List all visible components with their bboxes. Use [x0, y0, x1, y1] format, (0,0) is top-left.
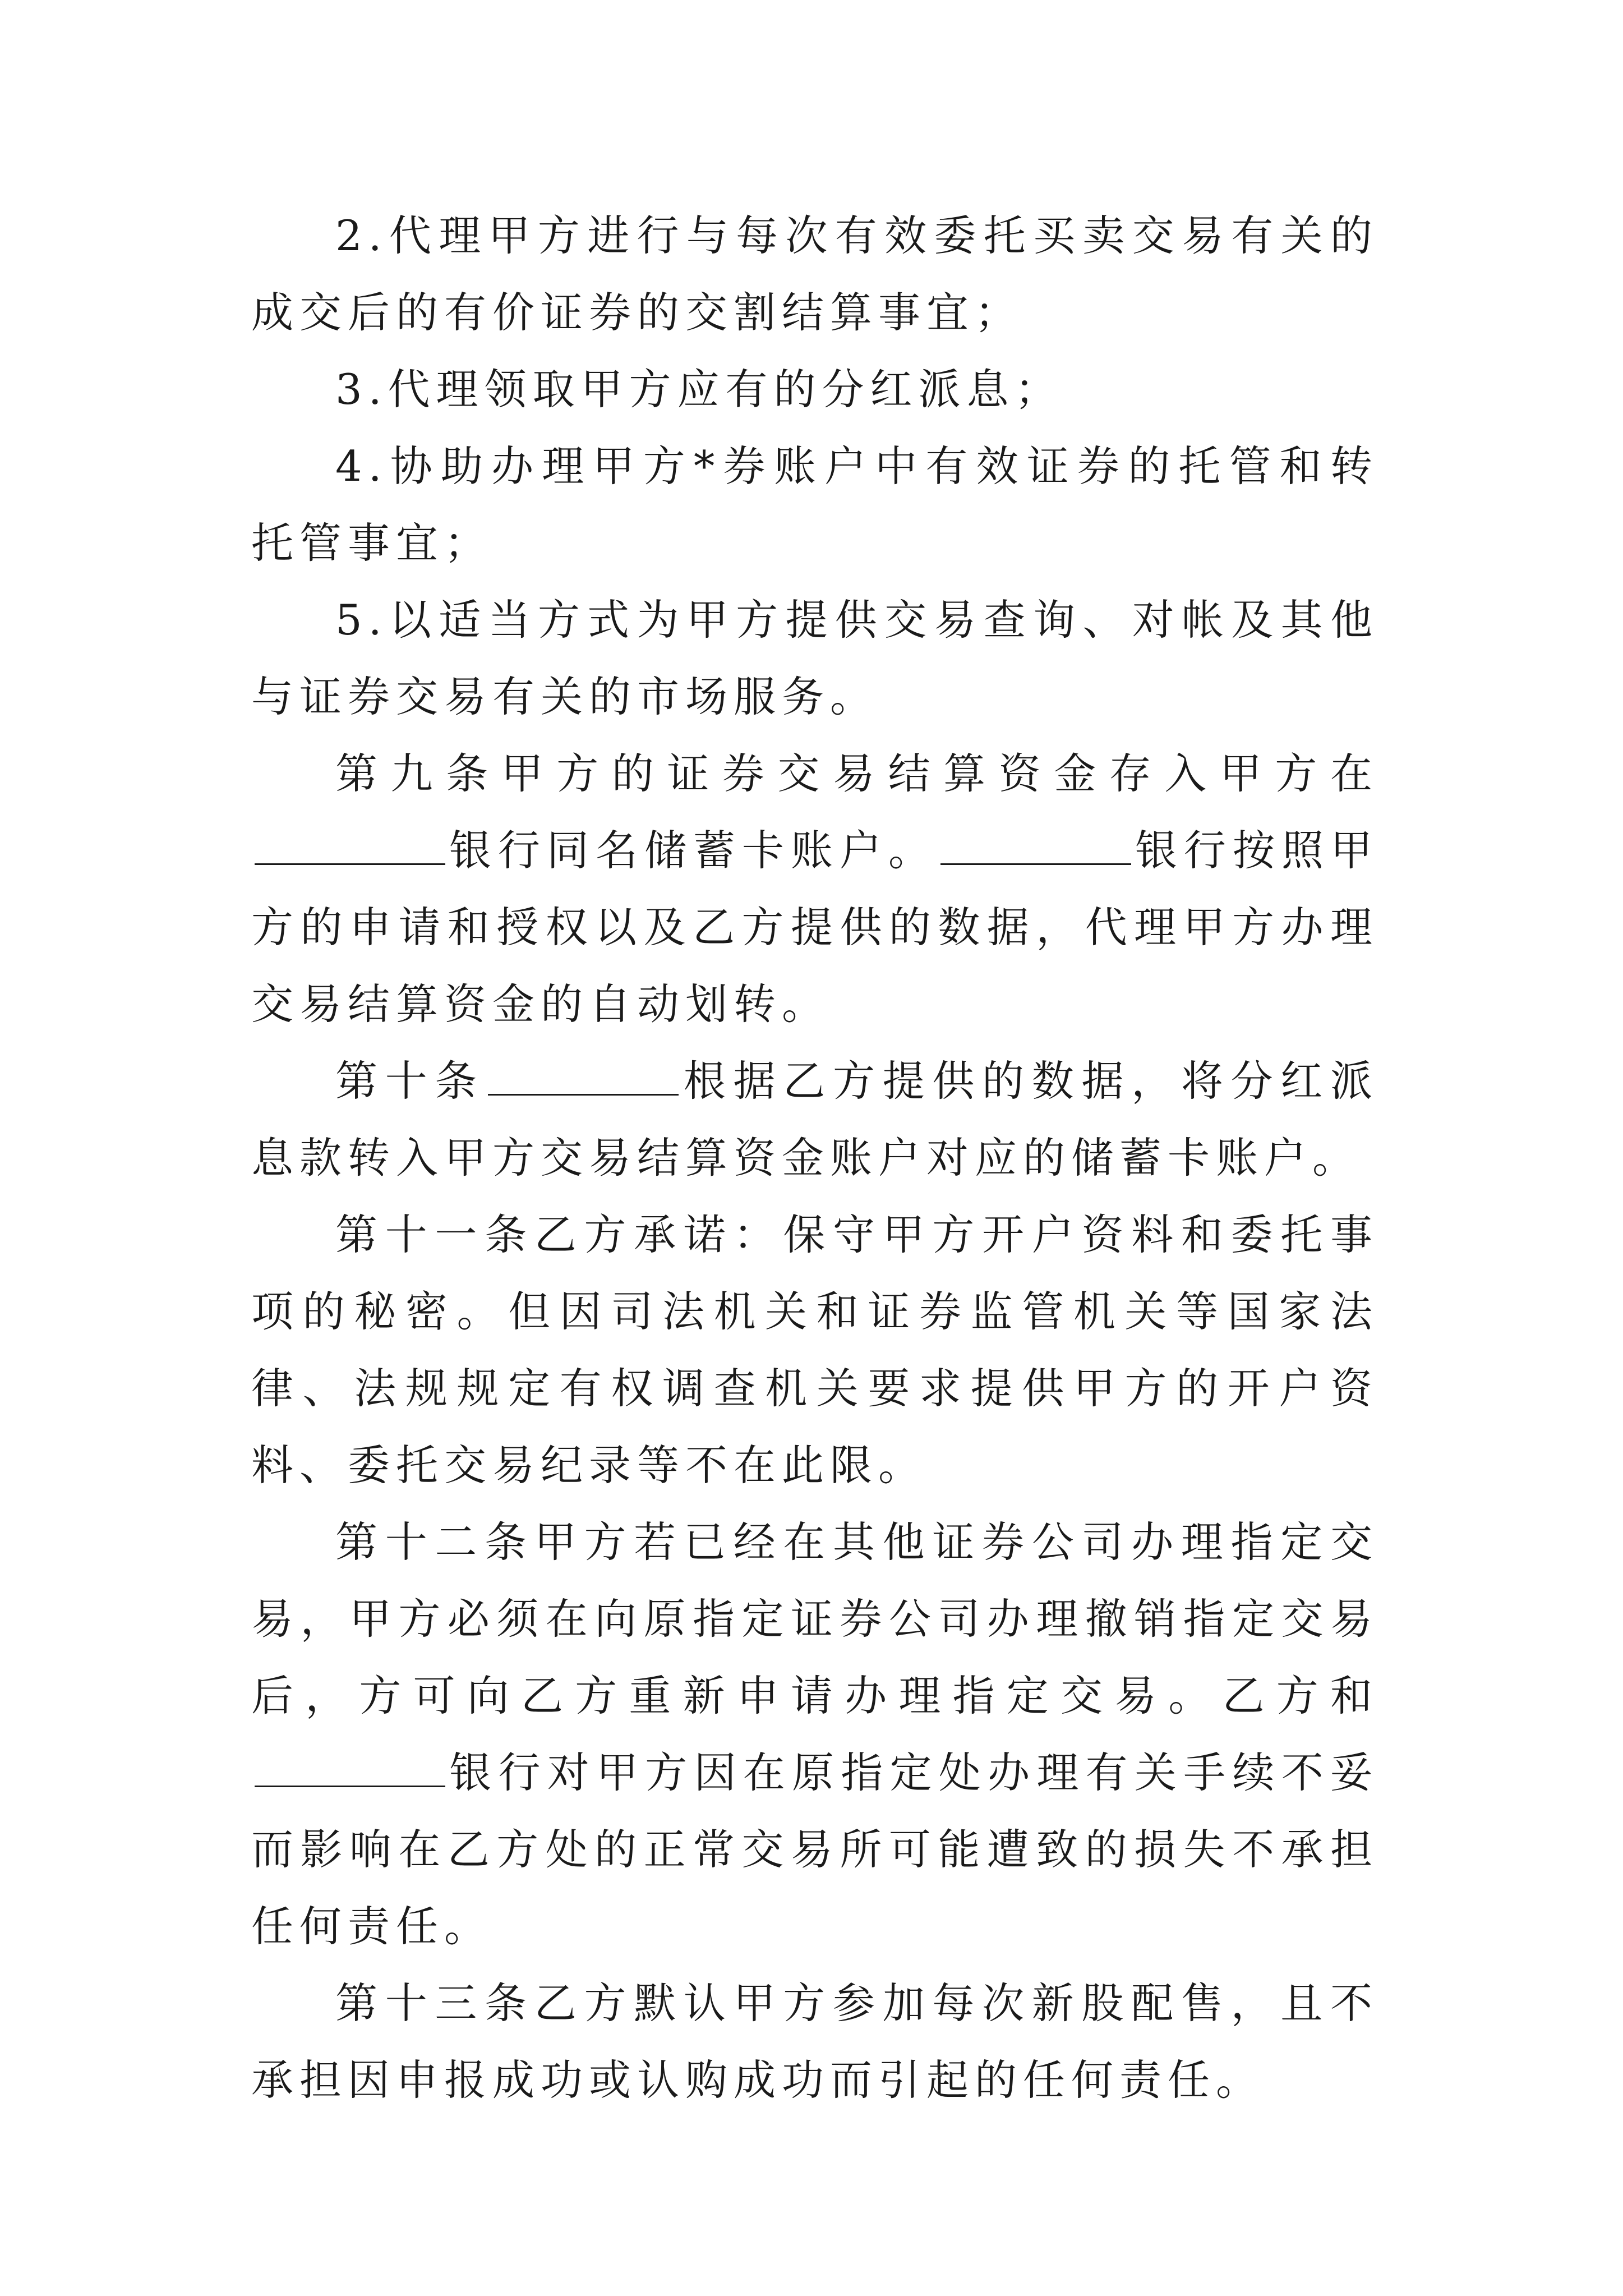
article-13: 第十三条乙方默认甲方参加每次新股配售，且不承担因申报成功或认购成功而引起的任何责任。 — [251, 1978, 1378, 2105]
fill-blank-bank-1 — [255, 829, 445, 865]
article-9-text-1: 第九条甲方的证券交易结算资金存入甲方在 — [335, 749, 1378, 798]
article-10-text-1: 第十条 — [335, 1056, 485, 1106]
list-item-3: 3.代理领取甲方应有的分红派息； — [335, 365, 1063, 414]
fill-blank-bank-3 — [488, 1059, 679, 1096]
article-9 — [251, 735, 1378, 1043]
list-item-2: 2.代理甲方进行与每次有效委托买卖交易有关的成交后的有价证券的交割结算事宜； — [251, 211, 1378, 337]
article-11: 第十一条乙方承诺：保守甲方开户资料和委托事项的秘密。但因司法机关和证券监管机关等国家法律、法规规定有权调查机关要求提供甲方的开户资料、委托交易纪录等不在此限。 — [251, 1210, 1378, 1490]
article-12 — [251, 1504, 1378, 1965]
article-10 — [251, 1043, 1378, 1197]
article-12-text-2: 银行对甲方因在原指定处办理有关手续不妥而影响在乙方处的正常交易所可能遭致的损失不承担任何责任。 — [251, 1748, 1378, 1951]
article-9-text-2: 银行同名储蓄卡账户。 — [449, 826, 937, 875]
article-9-text-3: 银行按照甲方的申请和授权以及乙方提供的数据，代理甲方办理交易结算资金的自动划转。 — [251, 826, 1378, 1029]
article-12-text-1: 第十二条甲方若已经在其他证券公司办理指定交易，甲方必须在向原指定证券公司办理撤销指定交易后，方可向乙方重新申请办理指定交易。乙方和 — [251, 1517, 1378, 1720]
article-10-text-2: 根据乙方提供的数据，将分红派息款转入甲方交易结算资金账户对应的储蓄卡账户。 — [251, 1056, 1378, 1182]
fill-blank-bank-2 — [940, 829, 1131, 865]
list-item-4: 4.协助办理甲方*券账户中有效证券的托管和转托管事宜； — [251, 441, 1378, 568]
fill-blank-bank-4 — [255, 1751, 445, 1787]
document-body — [251, 197, 1378, 2119]
list-item-5: 5.以适当方式为甲方提供交易查询、对帐及其他与证券交易有关的市场服务。 — [251, 595, 1378, 721]
